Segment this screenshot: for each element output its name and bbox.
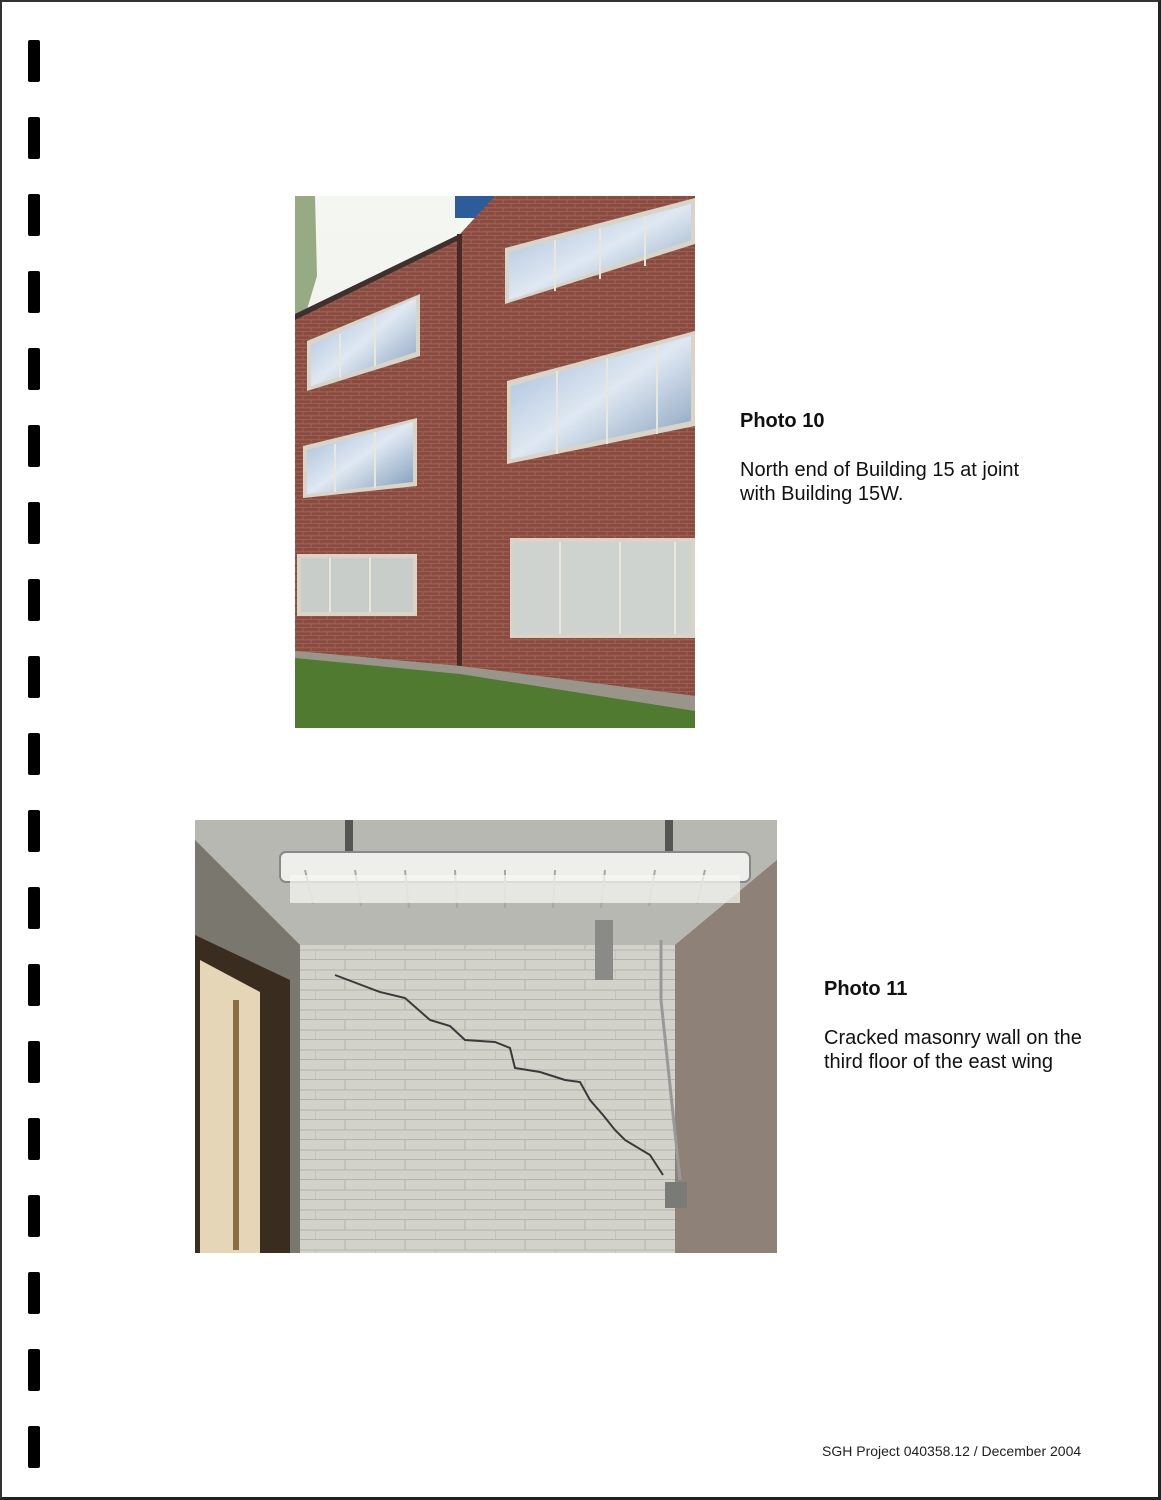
binding-hole bbox=[28, 579, 40, 621]
binding-hole bbox=[28, 810, 40, 852]
photo-10-title: Photo 10 bbox=[740, 410, 825, 432]
footer-project-info: SGH Project 040358.12 / December 2004 bbox=[822, 1443, 1082, 1459]
binding-hole bbox=[28, 964, 40, 1006]
binding-hole bbox=[28, 1195, 40, 1237]
binding-hole bbox=[28, 656, 40, 698]
spiral-binding bbox=[28, 0, 42, 1500]
photo-11-caption: Cracked masonry wall on the third floor of the east wing bbox=[824, 1027, 1082, 1073]
photo-11-cracked-wall bbox=[195, 820, 777, 1253]
binding-hole bbox=[28, 194, 40, 236]
binding-hole bbox=[28, 733, 40, 775]
binding-hole bbox=[28, 1041, 40, 1083]
binding-hole bbox=[28, 1349, 40, 1391]
binding-hole bbox=[28, 1426, 40, 1468]
binding-hole bbox=[28, 348, 40, 390]
binding-hole bbox=[28, 425, 40, 467]
photo-11-title: Photo 11 bbox=[824, 978, 908, 1000]
binding-hole bbox=[28, 117, 40, 159]
binding-hole bbox=[28, 1118, 40, 1160]
binding-hole bbox=[28, 271, 40, 313]
binding-hole bbox=[28, 887, 40, 929]
photo-10-building-exterior bbox=[295, 196, 695, 728]
binding-hole bbox=[28, 502, 40, 544]
binding-hole bbox=[28, 40, 40, 82]
binding-hole bbox=[28, 1272, 40, 1314]
photo-10-caption: North end of Building 15 at joint with Building 15W. bbox=[740, 459, 1020, 505]
